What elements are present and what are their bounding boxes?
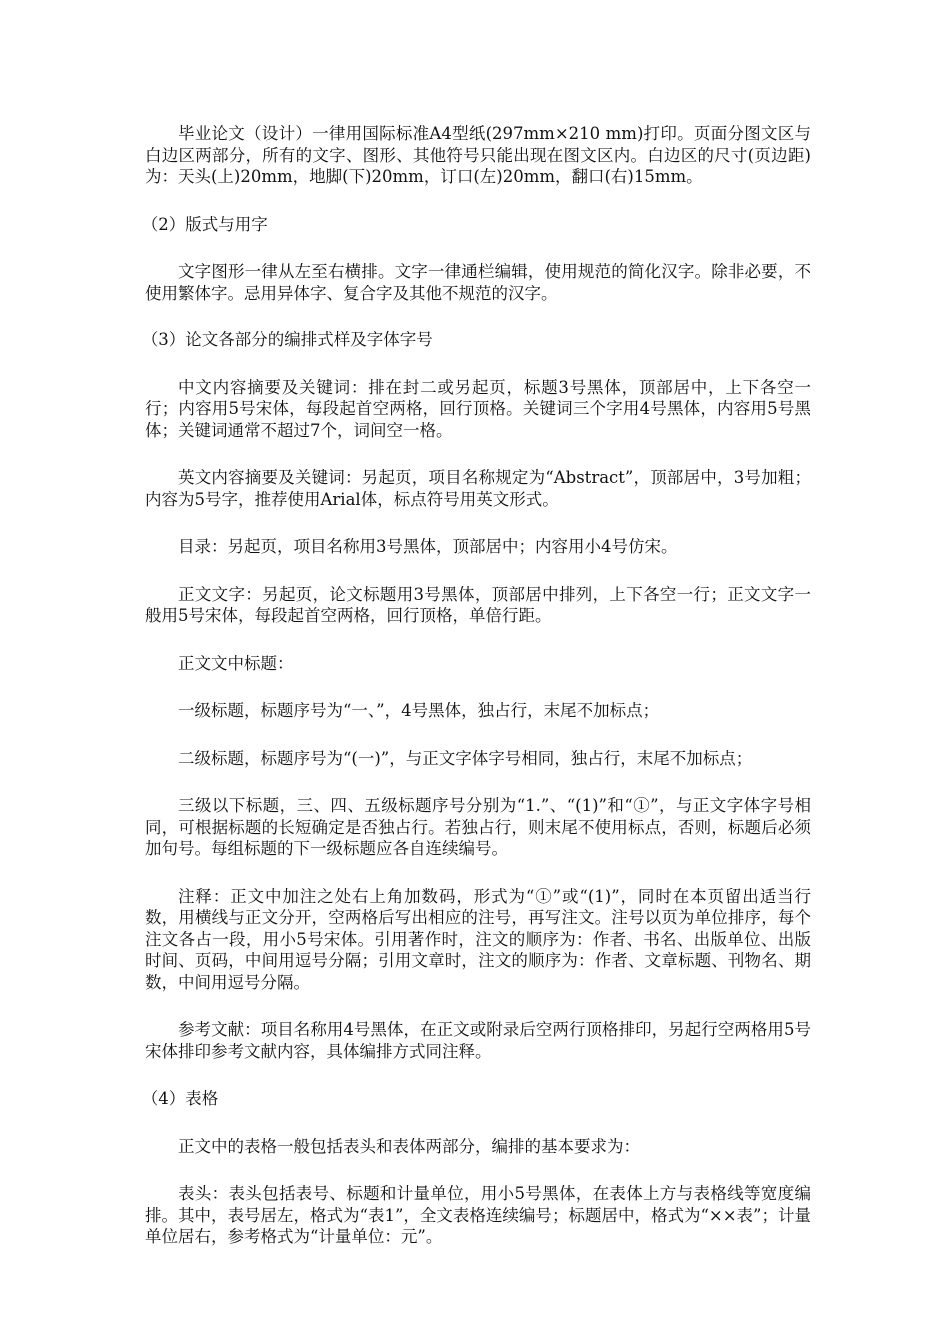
paragraph-level2-heading: 二级标题，标题序号为“(一)”，与正文字体字号相同，独占行，末尾不加标点； bbox=[178, 748, 753, 768]
document-body bbox=[141, 123, 811, 1248]
paragraph-level1-heading: 一级标题，标题序号为“一、”，4号黑体，独占行，末尾不加标点； bbox=[178, 701, 660, 720]
paragraph-tables-intro: 正文中的表格一般包括表头和表体两部分，编排的基本要求为： bbox=[178, 1136, 640, 1156]
paragraph-table-of-contents: 目录：另起页，项目名称用3号黑体，顶部居中；内容用小4号仿宋。 bbox=[178, 537, 678, 556]
paragraph-body-headings: 正文文中标题： bbox=[178, 653, 294, 673]
paragraph-level3-heading: 三级以下标题，三、四、五级标题序号分别为“1.”、“(1)”和“①”，与正文字体字号相同，可根据标题的长短确定是否独占行。若独占行，则末尾不使用标点，否则，标题后必须加句号。每组标题的下一级标题应各自连续编号。 bbox=[145, 796, 811, 858]
paragraph-chinese-abstract: 中文内容摘要及关键词：排在封二或另起页，标题3号黑体，顶部居中，上下各空一行；内容用5号宋体，每段起首空两格，回行顶格。关键词三个字用4号黑体，内容用5号黑体；关键词通常不超过7个，词间空一格。 bbox=[145, 377, 811, 440]
paragraph-paper-size: 毕业论文（设计）一律用国际标准A4型纸(297mm×210 mm)打印。页面分图文区与白边区两部分，所有的文字、图形、其他符号只能出现在图文区内。白边区的尺寸(页边距)为：天头(上)20mm，地脚(下)20mm，订口(左)20mm，翻口(右)15mm。 bbox=[145, 124, 811, 186]
section-heading-layout: （2）版式与用字 bbox=[141, 214, 268, 234]
paragraph-body-text: 正文文字：另起页，论文标题用3号黑体，顶部居中排列，上下各空一行；正文文字一般用5号宋体，每段起首空两格，回行顶格，单倍行距。 bbox=[145, 584, 811, 625]
section-heading-format: （3）论文各部分的编排式样及字体字号 bbox=[141, 330, 433, 349]
section-heading-tables: （4）表格 bbox=[141, 1089, 219, 1108]
paragraph-table-header: 表头：表头包括表号、标题和计量单位，用小5号黑体，在表体上方与表格线等宽度编排。其中，表号居左，格式为“表1”，全文表格连续编号；标题居中，格式为“××表”；计量单位居右，参考格式为“计量单位：元”。 bbox=[145, 1184, 811, 1246]
paragraph-references: 参考文献：项目名称用4号黑体，在正文或附录后空两行顶格排印，另起行空两格用5号宋体排印参考文献内容，具体编排方式同注释。 bbox=[145, 1020, 811, 1061]
paragraph-text-layout: 文字图形一律从左至右横排。文字一律通栏编辑，使用规范的简化汉字。除非必要，不使用繁体字。忌用异体字、复合字及其他不规范的汉字。 bbox=[145, 262, 811, 303]
paragraph-english-abstract: 英文内容摘要及关键词：另起页，项目名称规定为“Abstract”，顶部居中，3号加粗；内容为5号字，推荐使用Arial体，标点符号用英文形式。 bbox=[145, 468, 811, 509]
paragraph-notes: 注释：正文中加注之处右上角加数码，形式为“①”或“(1)”，同时在本页留出适当行数，用横线与正文分开，空两格后写出相应的注号，再写注文。注号以页为单位排序，每个注文各占一段，用小5号宋体。引用著作时，注文的顺序为：作者、书名、出版单位、出版时间、页码，中间用逗号分隔；引用文章时，注文的顺序为：作者、文章标题、刊物名、期数，中间用逗号分隔。 bbox=[145, 886, 811, 992]
